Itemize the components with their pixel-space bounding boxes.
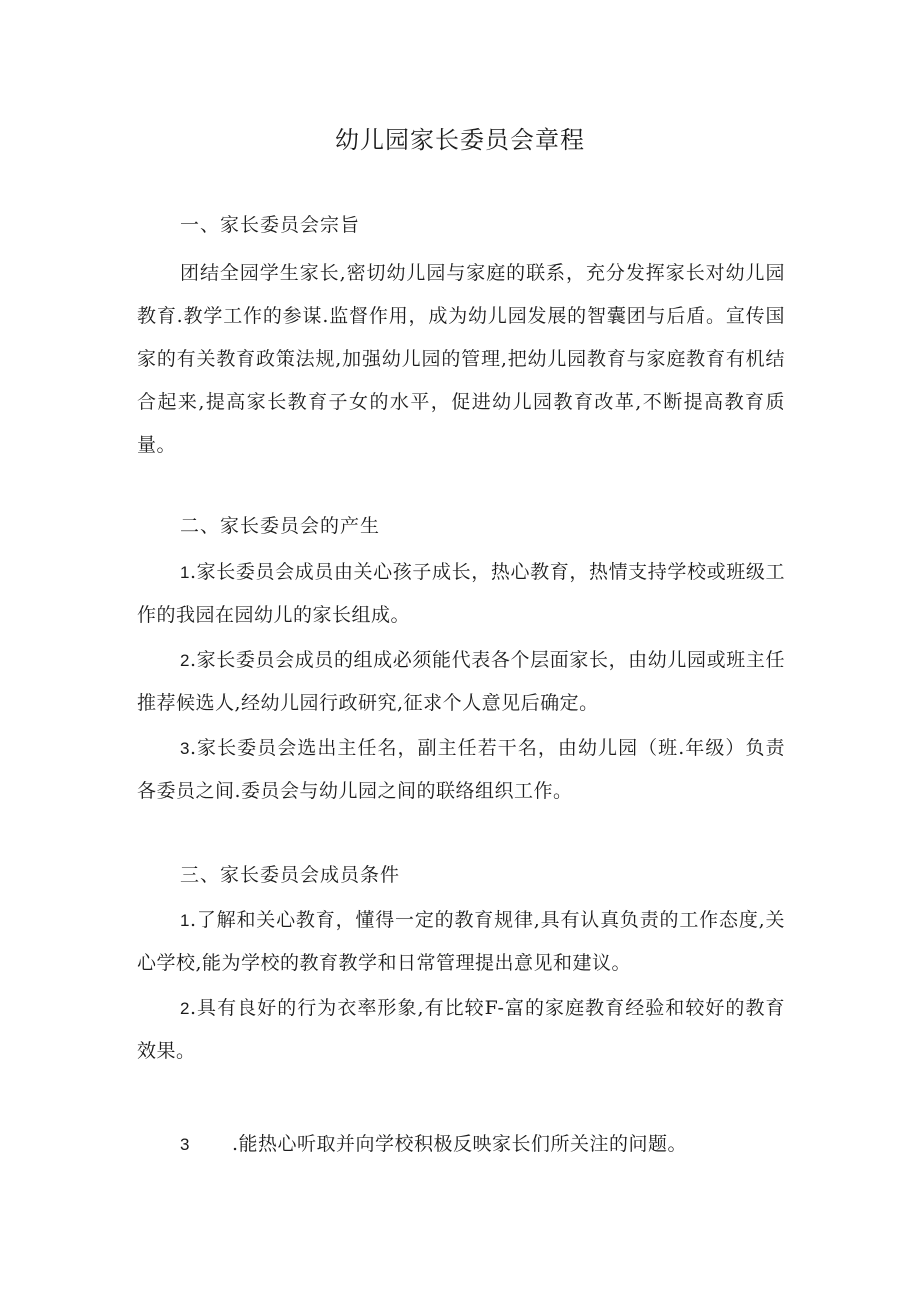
item-text: .家长委员会成员的组成必须能代表各个层面家长，由幼儿园或班主任推荐候选人,经幼儿园行政研究,征求个人意见后确定。 <box>137 649 785 714</box>
item-text: .家长委员会成员由关心孩子成长，热心教育，热情支持学校或班级工作的我园在园幼儿的家长组成。 <box>137 561 785 626</box>
section-heading-3: 三、家长委员会成员条件 <box>180 864 401 886</box>
item-number: 1 <box>180 911 190 930</box>
item-text: .了解和关心教育，懂得一定的教育规律,具有认真负责的工作态度,关心学校,能为学校的教育教学和日常管理提出意见和建议。 <box>137 909 785 974</box>
section-3-item-2 <box>137 987 785 1073</box>
section-3-item-1 <box>137 899 785 985</box>
item-number: 1 <box>180 563 190 582</box>
section-3-item-3 <box>180 1129 687 1160</box>
item-text: .能热心听取并向学校积极反映家长们所关注的问题。 <box>232 1133 688 1155</box>
item-text: .家长委员会选出主任名，副主任若干名，由幼儿园（班.年级）负责各委员之间.委员会与幼儿园之间的联络组织工作。 <box>137 737 785 802</box>
section-2-item-2 <box>137 639 785 725</box>
section-2-item-3 <box>137 727 785 813</box>
section-heading-1: 一、家长委员会宗旨 <box>180 214 361 236</box>
item-number: 3 <box>180 1135 190 1154</box>
section-2-item-1 <box>137 551 785 637</box>
section-heading-2: 二、家长委员会的产生 <box>180 515 381 537</box>
document-title: 幼儿园家长委员会章程 <box>335 126 585 154</box>
item-text: .具有良好的行为衣率形象,有比较F-富的家庭教育经验和较好的教育效果。 <box>137 997 785 1062</box>
section-1-paragraph: 团结全园学生家长,密切幼儿园与家庭的联系，充分发挥家长对幼儿园教育.教学工作的参谋.监督作用，成为幼儿园发展的智囊团与后盾。宣传国家的有关教育政策法规,加强幼儿园的管理,把幼儿园教育与家庭教育有机结合起来,提高家长教育子女的水平，促进幼儿园教育改革,不断提高教育质量。 <box>137 262 785 456</box>
item-number: 3 <box>180 739 190 758</box>
item-number: 2 <box>180 999 190 1018</box>
item-number: 2 <box>180 651 190 670</box>
